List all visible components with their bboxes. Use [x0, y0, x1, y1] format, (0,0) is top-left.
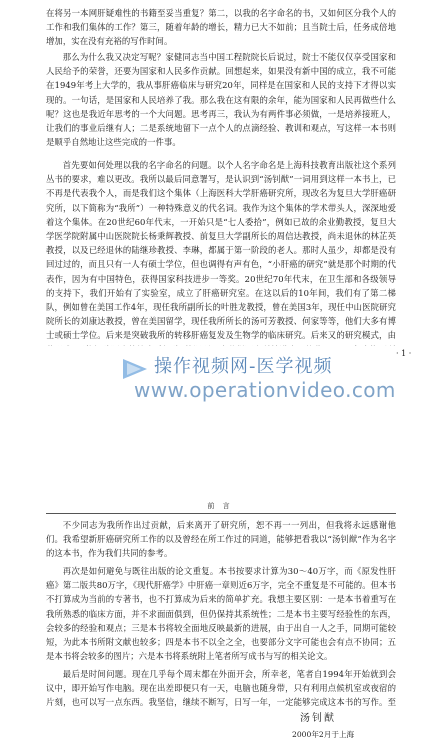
- page-number: · 1 ·: [396, 349, 412, 358]
- signature-date: 2000年2月于上海: [292, 730, 355, 739]
- watermark-title: 操作视频网-医学视频: [154, 356, 333, 377]
- paragraph: 在将另一本网肝疑难性的书籍至妥当重复？第二，以我的名字命名的书，又如何区分我个人的工作和我们集体的工作？第三，随着年龄的增长，精力已大不如前；且当院士后，任务成倍地增加，实在没有充裕的写作时间。: [46, 8, 396, 47]
- paragraph: 不少同志为我所作出过贡献，后来离开了研究所，恕不再一一列出，但我将永远感谢他们。我希望新肝癌研究所工作的以及曾经在所工作过的同道，能够把看我以“汤钊猷”作为名字的这本书，作为我们共同的参考。: [46, 520, 396, 559]
- paragraph: 最后是时间问题。现在几乎每个周末都在外面开会，所幸老，笔者自1994年开始就到会议中，即开始写作电脑。现在出差即便只有一天，电脑也随身带，只有利用点候机室或夜宿的片刻，也可以写一点东西。我坚信，继续不断写，日写一年，一定能够完成这本书的写作。至: [46, 669, 396, 708]
- page-bottom: [0, 474, 440, 746]
- paragraph: 那么为什么我又决定写呢？家健同志当中国工程院院长后说过，院士不能仅仅享受国家和人民给予的荣誉，还要为国家和人民多作贡献。回想起来，如果没有新中国的成立，我不可能在1949年考上大学的，我从事肝癌临床与研究20年，同样是在国家和人民的支持下才得以实现的。一句话，是国家和人民培养了我。那么我在这有限的余年，能为国家和人民再做些什么呢？这也是我近年思考的一个大问题。思考再三，我认为有两件事必须做，一是培养接班人，让我们的事业后继有人；二是系统地留下一点个人的点滴经验、教训和观点，写这样一本书则是顺乎自然地让这些完成的一件事。: [46, 52, 396, 148]
- header-rule: [46, 513, 396, 514]
- paragraph: 再次是如何避免与既往出版的论文重复。本书按要求计算为30～40万字，而《原发性肝癌》第二版共80万字，《现代肝癌学》中肝癌一章则近6万字，完全不重复是不可能的。但本书不打算成为当前的专著书，也不打算成为后来的简单扩充。我想主要区别：一是本书着重写在我所熟悉的临床方面，并不求面面俱到，但仍保持其系统性；二是本书主要写经验性的东西，会较多的经验和观点；三是本书将较全面地反映最新的进展，由于出自一人之手，同期可能较短，为此本书所附文献也较多；四是本书不以全之全，也要部分文字可能也会有点不协同；五是本书将会较多的图片；六是本书将系统附上笔者所写成书与写的相关论文。: [46, 566, 396, 662]
- signature: 汤钊猷: [300, 713, 336, 724]
- paragraph: 首先要如何处理以我的名字命名的问题。以个人名字命名是上海科技教育出版社这个系列丛书的要求，难以更改。我所以最后同意署写，是认识到“汤钊猷”一词用到这样一本书上，已不再是代表我个人，而是我们这个集体（上海医科大学肝癌研究所，现改名为复旦大学肝癌研究所，以下简称为“我所”）一种特殊意义的代名词。我作为这个集体的学术带头人，深深地爱着这个集体。在20世纪60年代末，一开始只是“七人委拾”，例如已故的余业勤教授，复旦大学医学院附属中山医院院长杨秉辉教授、前复旦大学副所长的周信达教授，尚未退休的林芷英教授，以及已经退休的陆继珍教授、李琳，都属于第一阶段的老人。那时人虽少，却都是没有回过过的，而且只有一人有硕士学位，但也调得有声有色，“小肝癌的研究”就是那个时期的代表作，因为有中国特色，获得国家科技进步一等奖。20世纪70年代末，在卫生部和各级领导的支持下，我们开始有了实验室，成立了肝癌研究室。在这以后的10年间，我们有了第二梯队，例如曾在美国工作4年，现任我所副所长的叶胜龙教授，曾在美国3年，现任中山医院研究院所长的刘康达教授，曾在美国留学，现任我所所长的汤可芳教授、何家等等，他们大多有博士或硕士学位。后来是突破我所的转移肝癌复发及生物学的临床研究。后来又的研究模式，由: [46, 160, 396, 341]
- page-top: [0, 0, 440, 362]
- running-head: 前 言: [207, 502, 233, 510]
- watermark-url: www.operationvideo.com: [134, 378, 396, 402]
